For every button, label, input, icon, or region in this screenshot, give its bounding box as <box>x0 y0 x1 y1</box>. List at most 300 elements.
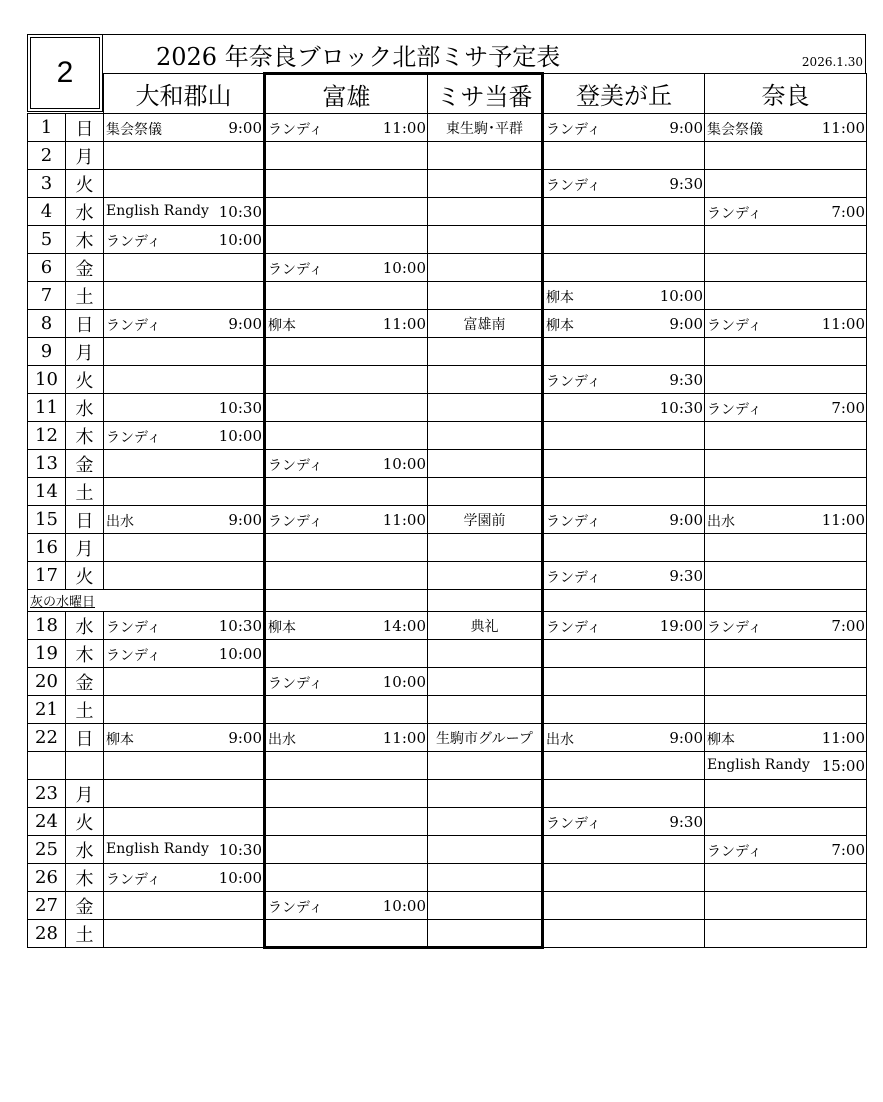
cell-label: ランディ <box>546 570 601 586</box>
schedule-cell <box>265 534 428 562</box>
mass-duty-cell <box>428 170 543 198</box>
schedule-cell <box>705 226 867 254</box>
day-number: 26 <box>28 864 66 892</box>
day-row <box>28 394 867 422</box>
schedule-cell <box>265 394 428 422</box>
header-nara: 奈良 <box>705 74 867 114</box>
cell-time: 10:00 <box>659 287 703 305</box>
issue-date: 2026.1.30 <box>801 55 863 69</box>
weekday: 土 <box>66 696 104 724</box>
cell-label: ランディ <box>546 816 601 832</box>
day-number: 16 <box>28 534 66 562</box>
weekday: 木 <box>66 864 104 892</box>
cell-label: ランディ <box>546 514 601 530</box>
mass-duty-cell <box>428 864 543 892</box>
mass-duty-cell <box>428 394 543 422</box>
schedule-cell <box>543 640 705 668</box>
day-row <box>28 696 867 724</box>
schedule-cell <box>265 864 428 892</box>
schedule-cell <box>705 338 867 366</box>
cell-label: ランディ <box>106 648 161 664</box>
mass-duty-cell <box>428 534 543 562</box>
cell-time: 9:00 <box>228 511 262 529</box>
schedule-cell <box>265 640 428 668</box>
mass-duty-cell: 生駒市グループ <box>428 724 543 752</box>
schedule-cell <box>104 394 265 422</box>
weekday: 土 <box>66 282 104 310</box>
day-row <box>28 114 867 142</box>
weekday: 金 <box>66 450 104 478</box>
day-number: 25 <box>28 836 66 864</box>
schedule-cell <box>265 506 428 534</box>
cell-label: English Randy <box>106 841 209 857</box>
mass-duty-cell <box>428 668 543 696</box>
mass-duty-cell <box>428 450 543 478</box>
mass-duty-cell <box>428 696 543 724</box>
schedule-cell <box>543 394 705 422</box>
mass-duty-cell <box>428 338 543 366</box>
cell-time: 9:30 <box>669 567 703 585</box>
day-number: 3 <box>28 170 66 198</box>
cell-label: ランディ <box>707 620 762 636</box>
schedule-cell <box>543 478 705 506</box>
schedule-cell <box>543 198 705 226</box>
cell-time: 10:00 <box>218 869 262 887</box>
day-number: 18 <box>28 612 66 640</box>
mass-duty-cell <box>428 808 543 836</box>
cell-label: ランディ <box>268 514 323 530</box>
schedule-cell <box>104 668 265 696</box>
day-number: 5 <box>28 226 66 254</box>
day-number: 19 <box>28 640 66 668</box>
cell-label: ランディ <box>268 676 323 692</box>
schedule-cell <box>543 864 705 892</box>
cell-time: 10:00 <box>218 231 262 249</box>
mass-duty-cell <box>428 198 543 226</box>
schedule-cell <box>543 892 705 920</box>
day-number: 15 <box>28 506 66 534</box>
schedule-cell <box>265 920 428 948</box>
schedule-cell <box>543 338 705 366</box>
schedule-cell <box>543 612 705 640</box>
cell-time: 10:00 <box>218 427 262 445</box>
cell-time: 9:00 <box>669 315 703 333</box>
page-title: 2026 年奈良ブロック北部ミサ予定表 <box>156 43 561 71</box>
note-spacer-nara <box>705 590 867 612</box>
schedule-cell <box>104 114 265 142</box>
cell-time: 10:30 <box>218 203 262 221</box>
day-number: 7 <box>28 282 66 310</box>
day-row <box>28 920 867 948</box>
cell-label: 出水 <box>546 732 574 748</box>
schedule-cell <box>104 198 265 226</box>
mass-duty-cell: 東生駒･平群 <box>428 114 543 142</box>
schedule-cell <box>543 114 705 142</box>
schedule-cell <box>705 920 867 948</box>
cell-label: 柳本 <box>707 732 735 748</box>
day-number: 12 <box>28 422 66 450</box>
schedule-cell <box>265 310 428 338</box>
cell-time: 9:00 <box>228 119 262 137</box>
schedule-cell <box>265 450 428 478</box>
schedule-cell <box>104 226 265 254</box>
day-number: 27 <box>28 892 66 920</box>
day-row <box>28 506 867 534</box>
schedule-cell <box>104 254 265 282</box>
day-row <box>28 226 867 254</box>
day-number: 23 <box>28 780 66 808</box>
note-spacer-tomigaoka <box>543 590 705 612</box>
day-row <box>28 752 867 780</box>
schedule-cell <box>705 310 867 338</box>
header-mass-duty: ミサ当番 <box>428 74 543 114</box>
weekday: 月 <box>66 142 104 170</box>
mass-duty-cell <box>428 142 543 170</box>
day-row <box>28 310 867 338</box>
cell-time: 10:30 <box>218 617 262 635</box>
mass-duty-cell <box>428 752 543 780</box>
schedule-cell <box>705 612 867 640</box>
schedule-cell <box>104 808 265 836</box>
weekday: 火 <box>66 366 104 394</box>
header-spacer <box>28 74 104 114</box>
schedule-cell <box>104 724 265 752</box>
schedule-cell <box>104 478 265 506</box>
weekday: 月 <box>66 534 104 562</box>
day-number: 10 <box>28 366 66 394</box>
cell-time: 10:30 <box>218 841 262 859</box>
schedule-cell <box>705 478 867 506</box>
cell-label: ランディ <box>268 262 323 278</box>
day-row <box>28 668 867 696</box>
day-number: 22 <box>28 724 66 752</box>
cell-time: 9:00 <box>669 119 703 137</box>
cell-label: 柳本 <box>546 290 574 306</box>
cell-label: ランディ <box>707 206 762 222</box>
weekday: 火 <box>66 562 104 590</box>
day-number: 20 <box>28 668 66 696</box>
weekday: 水 <box>66 612 104 640</box>
day-number: 21 <box>28 696 66 724</box>
ash-wednesday-note: 灰の水曜日 <box>28 590 265 612</box>
cell-label: 出水 <box>268 732 296 748</box>
schedule-cell <box>104 310 265 338</box>
cell-time: 19:00 <box>659 617 703 635</box>
header-row <box>28 74 867 114</box>
schedule-cell <box>705 780 867 808</box>
schedule-cell <box>104 534 265 562</box>
day-row <box>28 142 867 170</box>
cell-label: 集会祭儀 <box>707 122 763 138</box>
cell-time: 11:00 <box>382 511 426 529</box>
schedule-cell <box>543 724 705 752</box>
day-number: 8 <box>28 310 66 338</box>
cell-time: 11:00 <box>821 511 865 529</box>
day-number: 14 <box>28 478 66 506</box>
schedule-cell <box>543 808 705 836</box>
mass-duty-cell: 富雄南 <box>428 310 543 338</box>
schedule-cell <box>265 808 428 836</box>
schedule-cell <box>265 170 428 198</box>
schedule-cell <box>543 226 705 254</box>
mass-duty-cell: 学園前 <box>428 506 543 534</box>
day-row <box>28 780 867 808</box>
cell-label: 柳本 <box>268 318 296 334</box>
day-row <box>28 478 867 506</box>
month-number: 2 <box>30 37 100 109</box>
schedule-cell <box>265 366 428 394</box>
day-row <box>28 640 867 668</box>
schedule-cell <box>705 892 867 920</box>
schedule-cell <box>543 366 705 394</box>
schedule-cell <box>104 696 265 724</box>
cell-time: 15:00 <box>821 757 865 775</box>
schedule-cell <box>705 696 867 724</box>
schedule-cell <box>543 282 705 310</box>
schedule-cell <box>543 562 705 590</box>
schedule-cell <box>543 310 705 338</box>
day-number <box>28 752 66 780</box>
cell-label: ランディ <box>707 844 762 860</box>
cell-label: 集会祭儀 <box>106 122 162 138</box>
cell-time: 10:30 <box>218 399 262 417</box>
mass-duty-cell: 典礼 <box>428 612 543 640</box>
mass-duty-cell <box>428 780 543 808</box>
schedule-cell <box>543 422 705 450</box>
weekday: 日 <box>66 724 104 752</box>
schedule-cell <box>705 724 867 752</box>
schedule-cell <box>104 506 265 534</box>
mass-duty-cell <box>428 226 543 254</box>
mass-duty-cell <box>428 366 543 394</box>
day-row <box>28 864 867 892</box>
schedule-cell <box>705 450 867 478</box>
schedule-cell <box>104 450 265 478</box>
schedule-cell <box>265 696 428 724</box>
day-number: 17 <box>28 562 66 590</box>
schedule-cell <box>104 338 265 366</box>
schedule-cell <box>265 198 428 226</box>
cell-label: ランディ <box>707 402 762 418</box>
schedule-cell <box>543 450 705 478</box>
schedule-cell <box>705 142 867 170</box>
schedule-cell <box>104 864 265 892</box>
day-number: 4 <box>28 198 66 226</box>
cell-time: 9:00 <box>669 511 703 529</box>
schedule-cell <box>705 808 867 836</box>
cell-label: ランディ <box>106 234 161 250</box>
cell-label: ランディ <box>268 900 323 916</box>
cell-label: ランディ <box>546 620 601 636</box>
schedule-cell <box>705 534 867 562</box>
schedule-cell <box>265 254 428 282</box>
cell-label: ランディ <box>106 318 161 334</box>
cell-time: 7:00 <box>831 841 865 859</box>
cell-time: 7:00 <box>831 617 865 635</box>
schedule-cell <box>265 612 428 640</box>
cell-label: 柳本 <box>106 732 134 748</box>
day-row <box>28 198 867 226</box>
cell-label: ランディ <box>546 178 601 194</box>
schedule-table <box>27 72 867 949</box>
cell-time: 9:00 <box>228 315 262 333</box>
weekday: 木 <box>66 422 104 450</box>
mass-duty-cell <box>428 282 543 310</box>
cell-time: 10:00 <box>382 259 426 277</box>
header-tomigaoka: 登美が丘 <box>543 74 705 114</box>
cell-label: 柳本 <box>268 620 296 636</box>
cell-label: 出水 <box>106 514 134 530</box>
mass-duty-cell <box>428 254 543 282</box>
cell-time: 11:00 <box>821 315 865 333</box>
schedule-cell <box>265 562 428 590</box>
header-yamatokoriyama: 大和郡山 <box>104 74 265 114</box>
day-row <box>28 366 867 394</box>
mass-duty-cell <box>428 422 543 450</box>
schedule-cell <box>265 836 428 864</box>
cell-time: 9:30 <box>669 813 703 831</box>
day-row <box>28 254 867 282</box>
schedule-cell <box>705 836 867 864</box>
schedule-cell <box>265 142 428 170</box>
schedule-cell <box>265 780 428 808</box>
day-row <box>28 836 867 864</box>
day-number: 2 <box>28 142 66 170</box>
weekday: 日 <box>66 506 104 534</box>
cell-time: 11:00 <box>382 315 426 333</box>
schedule-cell <box>104 752 265 780</box>
schedule-cell <box>705 170 867 198</box>
weekday: 土 <box>66 920 104 948</box>
cell-time: 10:00 <box>382 455 426 473</box>
schedule-cell <box>104 780 265 808</box>
mass-duty-cell <box>428 836 543 864</box>
weekday: 火 <box>66 170 104 198</box>
day-row <box>28 338 867 366</box>
cell-time: 9:30 <box>669 175 703 193</box>
cell-label: ランディ <box>106 430 161 446</box>
schedule-cell <box>265 282 428 310</box>
day-row <box>28 562 867 590</box>
schedule-cell <box>104 920 265 948</box>
schedule-cell <box>265 114 428 142</box>
schedule-cell <box>543 170 705 198</box>
schedule-cell <box>543 506 705 534</box>
schedule-cell <box>705 752 867 780</box>
cell-time: 11:00 <box>821 119 865 137</box>
schedule-cell <box>104 366 265 394</box>
cell-label: ランディ <box>268 122 323 138</box>
schedule-cell <box>265 752 428 780</box>
weekday: 金 <box>66 668 104 696</box>
mass-duty-cell <box>428 892 543 920</box>
schedule-cell <box>104 422 265 450</box>
schedule-cell <box>104 142 265 170</box>
weekday: 金 <box>66 254 104 282</box>
schedule-cell <box>705 506 867 534</box>
cell-time: 10:00 <box>382 673 426 691</box>
cell-label: ランディ <box>707 318 762 334</box>
day-row <box>28 724 867 752</box>
schedule-cell <box>543 780 705 808</box>
day-number: 28 <box>28 920 66 948</box>
cell-time: 10:30 <box>659 399 703 417</box>
weekday: 木 <box>66 640 104 668</box>
schedule-cell <box>705 640 867 668</box>
schedule-cell <box>104 892 265 920</box>
cell-label: ランディ <box>546 122 601 138</box>
cell-time: 14:00 <box>382 617 426 635</box>
cell-label: ランディ <box>268 458 323 474</box>
weekday: 水 <box>66 836 104 864</box>
note-row <box>28 590 867 612</box>
schedule-cell <box>265 478 428 506</box>
weekday: 月 <box>66 780 104 808</box>
note-spacer-tomio <box>265 590 428 612</box>
schedule-cell <box>104 836 265 864</box>
cell-time: 11:00 <box>821 729 865 747</box>
schedule-cell <box>705 282 867 310</box>
cell-label: ランディ <box>106 872 161 888</box>
weekday: 日 <box>66 114 104 142</box>
weekday: 金 <box>66 892 104 920</box>
weekday: 水 <box>66 394 104 422</box>
day-row <box>28 450 867 478</box>
schedule-cell <box>705 864 867 892</box>
weekday: 日 <box>66 310 104 338</box>
header-tomio: 富雄 <box>265 74 428 114</box>
schedule-cell <box>705 114 867 142</box>
schedule-cell <box>104 170 265 198</box>
schedule-cell <box>705 198 867 226</box>
schedule-cell <box>543 752 705 780</box>
day-number: 1 <box>28 114 66 142</box>
day-number: 11 <box>28 394 66 422</box>
schedule-cell <box>705 668 867 696</box>
weekday: 水 <box>66 198 104 226</box>
cell-label: ランディ <box>106 620 161 636</box>
schedule-cell <box>543 668 705 696</box>
schedule-cell <box>543 254 705 282</box>
cell-time: 9:00 <box>228 729 262 747</box>
schedule-cell <box>543 920 705 948</box>
cell-time: 11:00 <box>382 119 426 137</box>
cell-time: 9:30 <box>669 371 703 389</box>
cell-label: English Randy <box>707 757 810 773</box>
day-row <box>28 170 867 198</box>
mass-duty-cell <box>428 562 543 590</box>
weekday <box>66 752 104 780</box>
cell-label: 柳本 <box>546 318 574 334</box>
cell-time: 10:00 <box>382 897 426 915</box>
title-row <box>103 34 866 73</box>
day-row <box>28 534 867 562</box>
schedule-cell <box>705 394 867 422</box>
day-number: 6 <box>28 254 66 282</box>
schedule-cell <box>265 724 428 752</box>
schedule-cell <box>104 612 265 640</box>
day-row <box>28 282 867 310</box>
weekday: 月 <box>66 338 104 366</box>
cell-time: 9:00 <box>669 729 703 747</box>
day-number: 9 <box>28 338 66 366</box>
weekday: 火 <box>66 808 104 836</box>
weekday: 木 <box>66 226 104 254</box>
schedule-cell <box>265 226 428 254</box>
note-spacer-duty <box>428 590 543 612</box>
schedule-cell <box>543 836 705 864</box>
cell-label: English Randy <box>106 203 209 219</box>
